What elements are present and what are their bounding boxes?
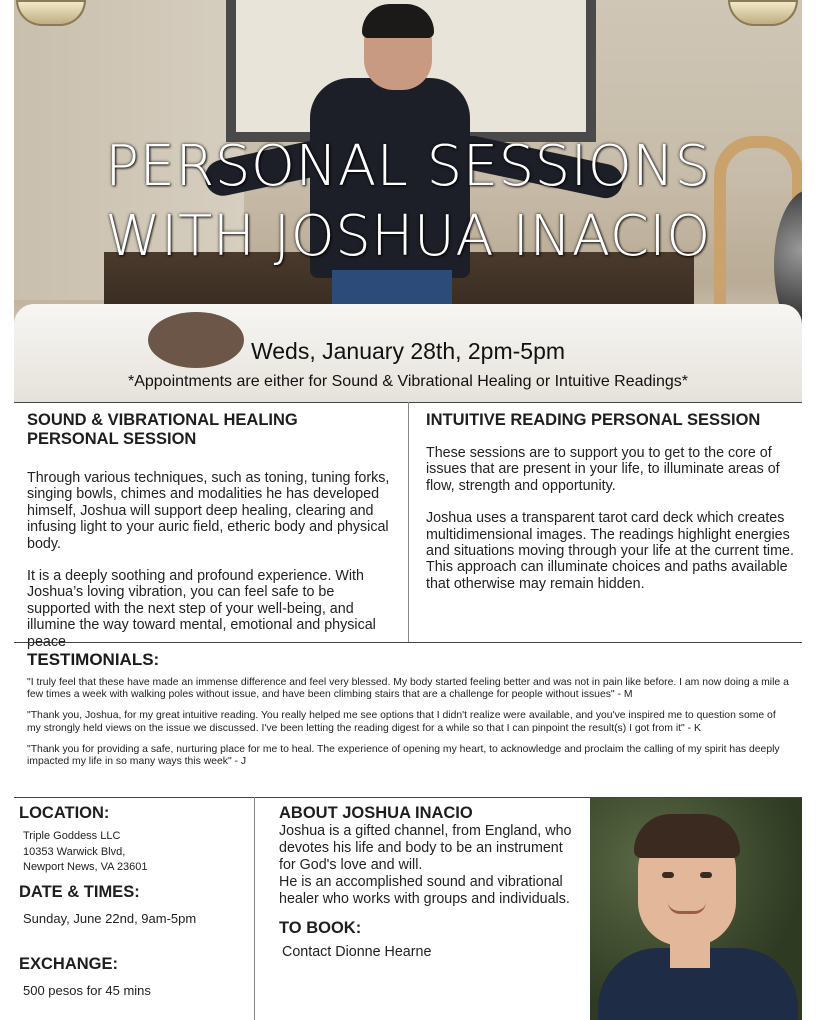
about-section — [279, 803, 579, 961]
location-heading: LOCATION: — [19, 804, 110, 822]
exchange-value: 500 pesos for 45 mins — [23, 982, 151, 998]
portrait-photo — [590, 798, 802, 1020]
location-line-2: 10353 Warwick Blvd, — [23, 845, 126, 858]
divider-columns — [408, 402, 409, 642]
title-line-2: WITH JOSHUA INACIO — [105, 204, 711, 269]
sound-healing-paragraph-2: It is a deeply soothing and profound experience. With Joshua’s loving vibration, you can feel safe to be supported with the next step of your well-being, and illumine the way toward mental, emotional and physical peace — [27, 568, 376, 650]
hero-banner — [14, 0, 802, 402]
portrait-smile — [668, 902, 706, 914]
portrait-eye-left — [662, 872, 674, 878]
date-times-value: Sunday, June 22nd, 9am-5pm — [23, 910, 197, 926]
about-text: Joshua is a gifted channel, from England, who devotes his life and body to be an instrument for God's love and will. — [279, 823, 572, 873]
intuitive-reading-heading: INTUITIVE READING PERSONAL SESSION — [426, 411, 761, 429]
about-heading: ABOUT JOSHUA INACIO — [279, 804, 473, 822]
event-details — [19, 803, 249, 1000]
wall-lamp-right — [728, 0, 798, 26]
page-title — [14, 132, 802, 272]
location-line-1: Triple Goddess LLC — [23, 830, 121, 842]
sound-healing-heading — [27, 411, 399, 449]
location-line-3: Newport News, VA 23601 — [23, 861, 148, 873]
title-line-1: PERSONAL SESSIONS — [105, 134, 711, 199]
testimonial-item: "Thank you for providing a safe, nurturing place for me to heal. The experience of opening my heart, to acknowledge and proclaim the calling of my spirit has deeply impacted my life in so many ways this week" - J — [27, 743, 780, 768]
date-times-heading: DATE & TIMES: — [19, 882, 140, 901]
portrait-eye-right — [700, 872, 712, 878]
testimonials-section — [27, 649, 792, 768]
portrait-hair — [634, 814, 740, 858]
intuitive-paragraph-2: Joshua uses a transparent tarot card deck which creates multidimensional images. The readings highlight energies and situations moving through your life at the current time. This approach can illuminate choices and paths available that otherwise may remain hidden. — [426, 510, 794, 592]
testimonial-item: "I truly feel that these have made an immense difference and feel very blessed. My body started feeling better and was not in pain like before. I am now doing a mile a few times a week with walking poles without issue, and have been climbing stairs that are a challenge for people without issues" - M — [27, 677, 789, 701]
divider-bottom-columns — [254, 797, 255, 1020]
sound-healing-section — [27, 411, 399, 650]
intuitive-reading-section — [426, 411, 794, 592]
booking-heading: TO BOOK: — [279, 919, 362, 937]
sound-heading-line2: PERSONAL SESSION — [27, 430, 197, 448]
sound-healing-paragraph-1: Through various techniques, such as toning, tuning forks, singing bowls, chimes and modalities he has developed himself, Joshua will support deep healing, clearing and infusing light to your auric field, etheric body and physical body. — [27, 470, 390, 552]
appointment-note: *Appointments are either for Sound & Vibrational Healing or Intuitive Readings* — [127, 373, 689, 390]
testimonials-heading: TESTIMONIALS: — [27, 650, 160, 669]
booking-contact: Contact Dionne Hearne — [282, 944, 432, 960]
about-text-2: He is an accomplished sound and vibrational healer who works with groups and individuals. — [279, 874, 570, 907]
event-date: Weds, January 28th, 2pm-5pm — [250, 338, 566, 364]
exchange-heading: EXCHANGE: — [19, 954, 119, 973]
intuitive-paragraph-1: These sessions are to support you to get to the core of issues that are present in your life, to illuminate areas of flow, strength and opportunity. — [426, 445, 780, 494]
practitioner-hair — [362, 4, 434, 38]
sound-heading-line1: SOUND & VIBRATIONAL HEALING — [27, 411, 298, 429]
testimonial-item: "Thank you, Joshua, for my great intuitive reading. You really helped me see options that I didn't realize were available, and you've inspired me to question some of my strongly held views on the issue we discussed. I've been letting the reading digest for a while so that I can pinpoint the result(s) I got from it" - K — [27, 710, 776, 734]
